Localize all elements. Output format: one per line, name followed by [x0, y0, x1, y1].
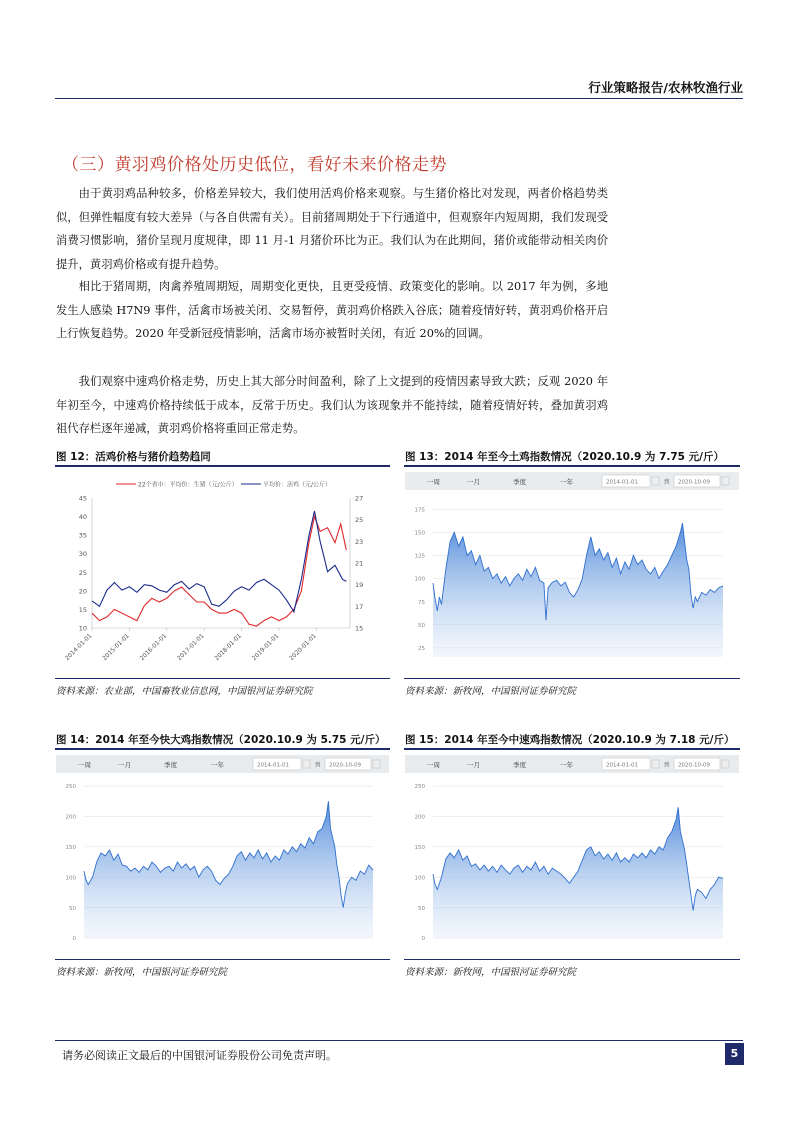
range-tab-label: 季度: [513, 761, 526, 769]
range-tab[interactable]: [513, 760, 527, 769]
range-tab-label: 一周: [427, 478, 440, 486]
figure-12-bottom-rule: [55, 678, 390, 679]
footer-rule: [55, 1040, 743, 1041]
header-title: 行业策略报告/农林牧渔行业: [588, 80, 743, 95]
figure-15-bottom-rule: [404, 959, 740, 960]
index-chart-svg: [405, 470, 739, 675]
x-tick-label: 2015-01-01: [101, 632, 131, 663]
range-tab[interactable]: [513, 477, 527, 486]
y-tick-label: 0: [421, 936, 425, 943]
y-tick-left: 10: [78, 624, 87, 633]
range-tab[interactable]: [427, 478, 440, 486]
figure-14-title-bar: [55, 748, 390, 750]
y-tick-label: 0: [72, 936, 76, 943]
figure-13-bottom-rule: [404, 678, 740, 679]
y-tick-label: 50: [418, 622, 425, 629]
range-tab[interactable]: [211, 760, 225, 769]
range-tab[interactable]: [467, 761, 480, 769]
y-tick-label: 175: [414, 507, 425, 514]
x-tick-label: 2016-01-01: [138, 632, 169, 663]
figure-14-chart: [56, 753, 389, 956]
section-title: （三）黄羽鸡价格处历史低位，看好未来价格走势: [62, 155, 447, 175]
paragraph-2: 相比于猪周期，肉禽养殖周期短，周期变化更快，且更受疫情、政策变化的影响。以 2017 年为例，多地发生人感染 H7N9 事件，活禽市场被关闭、交易暂停，黄羽鸡价格跌入谷底；随着疫情好转，黄羽鸡价格开启上行恢复趋势。2020 年受新冠疫情影响，活禽市场亦被暂时关闭，有近 20%的回调。: [56, 280, 608, 340]
y-tick-right: 21: [355, 559, 364, 568]
y-tick-left: 35: [78, 531, 87, 540]
range-tab[interactable]: [560, 477, 574, 486]
end-date-value: 2020-10-09: [678, 762, 710, 769]
range-tab-label: 季度: [513, 478, 526, 486]
y-tick-label: 75: [418, 599, 425, 606]
y-tick-right: 25: [355, 516, 364, 525]
figure-12-chart: [56, 470, 389, 675]
x-tick-label: 2019-01-01: [250, 632, 281, 663]
range-tab-label: 一周: [78, 761, 91, 769]
range-tab[interactable]: [78, 761, 91, 769]
y-tick-label: 250: [65, 784, 76, 791]
y-tick-left: 30: [78, 550, 87, 559]
y-tick-right: 17: [355, 602, 364, 611]
x-tick-label: 2018-01-01: [213, 632, 243, 663]
figure-12-title-bar: [55, 465, 390, 467]
y-tick-left: 45: [78, 494, 87, 503]
range-tab-label: 一周: [427, 761, 440, 769]
date-to-label: 到: [664, 762, 670, 769]
date-to-label: 到: [315, 762, 321, 769]
x-tick-label: 2017-01-01: [175, 632, 206, 663]
figure-13-source: 资料来源：新牧网，中国银河证券研究院: [405, 686, 577, 697]
calendar-icon: [722, 477, 729, 485]
figure-15-title-bar: [404, 748, 740, 750]
x-tick-label: 2020-01-01: [288, 632, 318, 663]
range-tab-label: 季度: [164, 761, 177, 769]
y-tick-label: 150: [414, 530, 425, 537]
range-tab[interactable]: [560, 760, 574, 769]
figure-13-title: 图 13：2014 年至今土鸡指数情况（2020.10.9 为 7.75 元/斤）: [405, 451, 724, 463]
figure-13-title-bar: [404, 465, 740, 467]
index-area: [433, 807, 723, 938]
y-tick-label: 200: [65, 814, 76, 821]
y-tick-label: 100: [65, 875, 76, 882]
calendar-icon: [652, 760, 659, 768]
y-tick-label: 100: [414, 875, 425, 882]
figure-12-svg: [56, 470, 389, 675]
start-date-value: 2014-01-01: [257, 762, 289, 769]
figure-12-source: 资料来源：农业部，中国畜牧业信息网，中国银河证券研究院: [56, 686, 313, 697]
y-tick-label: 250: [414, 784, 425, 791]
y-tick-label: 125: [414, 553, 425, 560]
range-tab[interactable]: [164, 760, 178, 769]
figure-14-title: 图 14：2014 年至今快大鸡指数情况（2020.10.9 为 5.75 元/斤）: [56, 734, 386, 746]
y-tick-label: 150: [414, 845, 425, 852]
footer-disclaimer: 请务必阅读正文最后的中国银河证券股份公司免责声明。: [62, 1049, 337, 1062]
page-number: 5: [725, 1043, 744, 1065]
range-tab[interactable]: [427, 761, 440, 769]
range-tab-label: 一月: [118, 761, 131, 769]
header-rule: [55, 98, 743, 99]
range-tab-label: 一月: [467, 761, 480, 769]
calendar-icon: [652, 477, 659, 485]
end-date-value: 2020-10-09: [678, 479, 710, 486]
figure-15-source: 资料来源：新牧网，中国银河证券研究院: [405, 967, 577, 978]
start-date-value: 2014-01-01: [606, 762, 638, 769]
y-tick-label: 25: [418, 645, 425, 652]
legend-label-chicken: 平均价：活鸡（元/公斤）: [263, 481, 332, 489]
y-tick-left: 25: [78, 568, 87, 577]
figure-15-chart: [405, 753, 739, 956]
y-tick-right: 15: [355, 624, 364, 633]
figure-13-chart: [405, 470, 739, 675]
y-tick-left: 20: [78, 587, 87, 596]
y-tick-right: 27: [355, 494, 364, 503]
range-tab[interactable]: [467, 478, 480, 486]
index-chart-svg: [405, 753, 739, 956]
y-tick-label: 200: [414, 814, 425, 821]
y-tick-label: 150: [65, 845, 76, 852]
figure-12-title: 图 12：活鸡价格与猪价趋势趋同: [56, 451, 211, 463]
range-tab-label: 一年: [560, 761, 573, 769]
figure-15-title: 图 15：2014 年至今中速鸡指数情况（2020.10.9 为 7.18 元/斤）: [405, 734, 735, 746]
y-tick-right: 23: [355, 537, 364, 546]
range-tab-label: 一年: [560, 478, 573, 486]
calendar-icon: [303, 760, 310, 768]
range-tab-label: 一月: [467, 478, 480, 486]
legend-label-pig: 22个省市：平均价：生猪（元/公斤）: [138, 481, 238, 489]
x-tick-label: 2014-01-01: [63, 632, 94, 663]
start-date-value: 2014-01-01: [606, 479, 638, 486]
series-line-chicken: [92, 511, 346, 612]
range-tab-label: 一年: [211, 761, 224, 769]
y-tick-left: 40: [78, 513, 87, 522]
y-tick-label: 50: [69, 905, 76, 912]
figure-14-source: 资料来源：新牧网，中国银河证券研究院: [56, 967, 228, 978]
calendar-icon: [722, 760, 729, 768]
calendar-icon: [373, 760, 380, 768]
date-to-label: 到: [664, 479, 670, 486]
figure-14-bottom-rule: [55, 959, 390, 960]
y-tick-label: 100: [414, 576, 425, 583]
paragraph-1: 由于黄羽鸡品种较多，价格差异较大，我们使用活鸡价格来观察。与生猪价格比对发现，两者价格趋势类似，但弹性幅度有较大差异（与各自供需有关）。目前猪周期处于下行通道中，但观察年内短周期，我们发现受消费习惯影响，猪价呈现月度规律，即 11 月-1 月猪价环比为正。我们认为在此期间，猪价或能带动相关肉价提升，黄羽鸡价格或有提升趋势。: [56, 187, 608, 271]
y-tick-right: 19: [355, 581, 364, 590]
paragraph-3: 我们观察中速鸡价格走势，历史上其大部分时间盈利，除了上文提到的疫情因素导致大跌；反观 2020 年年初至今，中速鸡价格持续低于成本，反常于历史。我们认为该现象并不能持续，随着疫情好转，叠加黄羽鸡祖代存栏逐年递减，黄羽鸡价格将重回正常走势。: [56, 375, 608, 435]
y-tick-left: 15: [78, 605, 87, 614]
index-chart-svg: [56, 753, 389, 956]
end-date-value: 2020-10-09: [329, 762, 361, 769]
series-line-pig: [92, 517, 346, 627]
y-tick-label: 50: [418, 905, 425, 912]
range-tab[interactable]: [118, 761, 131, 769]
